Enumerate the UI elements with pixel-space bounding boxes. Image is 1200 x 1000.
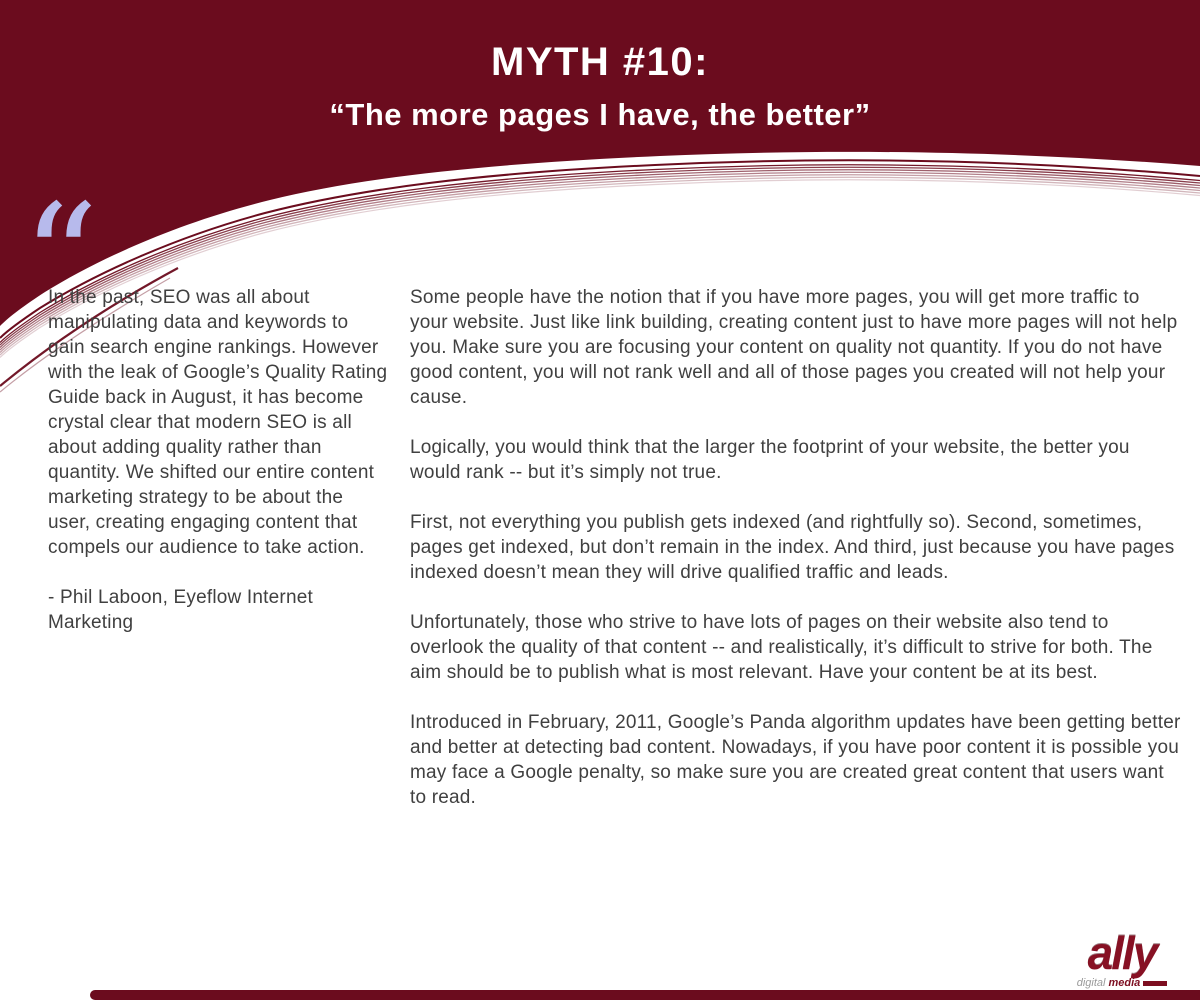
- body-paragraph: Unfortunately, those who strive to have lots of pages on their website also tend to overlook the quality of that content -- and realistically, it’s difficult to strive for both. The aim should be to publish what is most relevant. Have your content be at its best.: [410, 612, 1153, 683]
- quote-text: In the past, SEO was all about manipulating data and keywords to gain search engine rankings. However with the leak of Google’s Quality Rating Guide back in August, it has become crystal clear that modern SEO is all about adding quality rather than quantity. We shifted our entire content marketing strategy to be about the user, creating engaging content that compels our audience to take action.: [48, 287, 388, 558]
- page-title: MYTH #10:: [491, 40, 709, 84]
- quote-attribution: - Phil Laboon, Eyeflow Internet Marketing: [48, 587, 313, 633]
- ally-logo-tagline: [1066, 977, 1178, 989]
- quote-column: [48, 285, 388, 660]
- ally-logo: [1066, 927, 1178, 989]
- logo-tagline-digital: digital: [1076, 977, 1106, 989]
- footer-accent-bar: [90, 990, 1200, 1000]
- ally-logo-wordmark: ally: [1087, 927, 1157, 979]
- body-paragraph: Some people have the notion that if you have more pages, you will get more traffic to your website. Just like link building, creating content just to have more pages will not help you. Make sure you are focusing your content on quality not quantity. If you do not have good content, you will not rank well and all of those pages you created will not help your cause.: [410, 287, 1178, 408]
- body-paragraph: Introduced in February, 2011, Google’s Panda algorithm updates have been getting better and better at detecting bad content. Nowadays, if you have poor content it is possible you may face a Google penalty, so make sure you are created great content that users want to read.: [410, 712, 1181, 808]
- body-paragraph: First, not everything you publish gets indexed (and rightfully so). Second, sometimes, pages get indexed, but don’t remain in the index. And third, just because you have pages indexed doesn’t mean they will drive qualified traffic and leads.: [410, 512, 1175, 583]
- logo-tagline-media: media: [1108, 977, 1141, 989]
- page-subtitle: “The more pages I have, the better”: [329, 97, 871, 132]
- header: [0, 40, 1200, 133]
- body-column: [410, 285, 1182, 835]
- body-paragraph: Logically, you would think that the larger the footprint of your website, the better you would rank -- but it’s simply not true.: [410, 437, 1130, 483]
- logo-underline-bar: [1143, 981, 1167, 986]
- open-quote-icon: “: [22, 173, 99, 347]
